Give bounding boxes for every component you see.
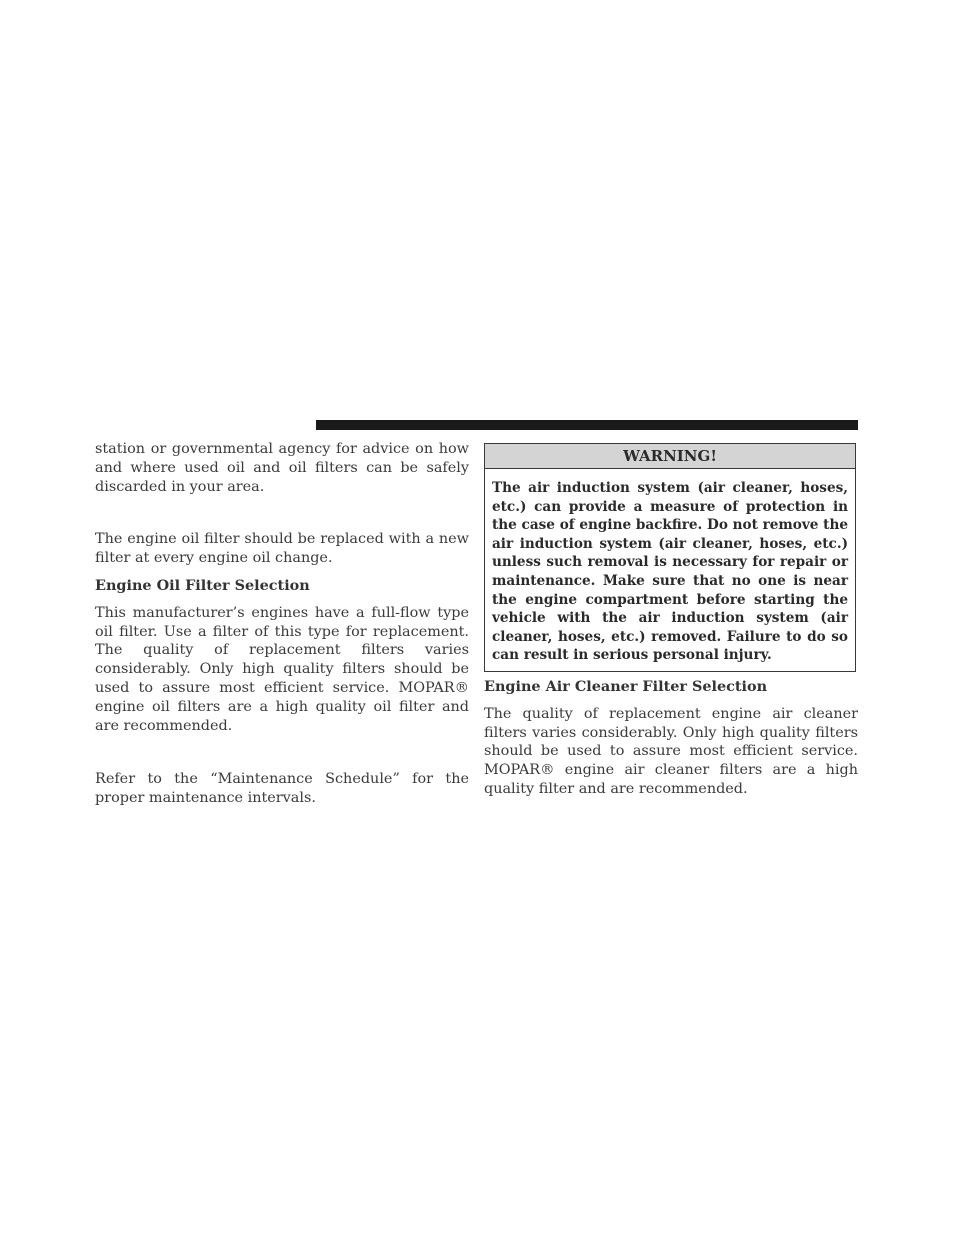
engine-oil-filter-selection-heading: Engine Oil Filter Selection	[95, 576, 310, 594]
warning-text: The air induction system (air cleaner, hoses, etc.) can provide a measure of protection in the case of engine backfire. Do not remove the air induction system (air cleaner, hoses, etc.) unless such removal is necessary for repair or maintenance. Make sure that no one is near the engine compartment before starting the vehicle with the air induction system (air cleaner, hoses, etc.) removed. Failure to do so can result in serious personal injury.	[492, 480, 848, 664]
oil-filter-selection-paragraph: This manufacturer’s engines have a full-flow type oil filter. Use a filter of this type for replacement. The quality of replacement filters varies considerably. Only high quality filters should be used to assure most efficient service. MOPAR® engine oil filters are a high quality oil filter and are recommended.	[95, 604, 469, 734]
air-cleaner-filter-paragraph: The quality of replacement engine air cleaner filters varies considerably. Only high quality filters should be used to assure most efficient service. MOPAR® engine air cleaner filters are a high quality filter and are recommended.	[484, 705, 858, 797]
oil-disposal-paragraph: station or governmental agency for advice on how and where used oil and oil filters can be safely discarded in your area.	[95, 441, 469, 495]
oil-filter-replacement-paragraph: The engine oil filter should be replaced with a new filter at every engine oil change.	[95, 531, 469, 567]
right-column	[484, 440, 858, 799]
section-header-bar	[316, 420, 858, 430]
maintenance-schedule-paragraph: Refer to the “Maintenance Schedule” for the proper maintenance intervals.	[95, 771, 469, 807]
warning-title: WARNING!	[485, 444, 855, 469]
engine-air-cleaner-filter-selection-heading: Engine Air Cleaner Filter Selection	[484, 677, 768, 695]
left-column	[95, 440, 469, 808]
warning-box	[484, 443, 856, 672]
